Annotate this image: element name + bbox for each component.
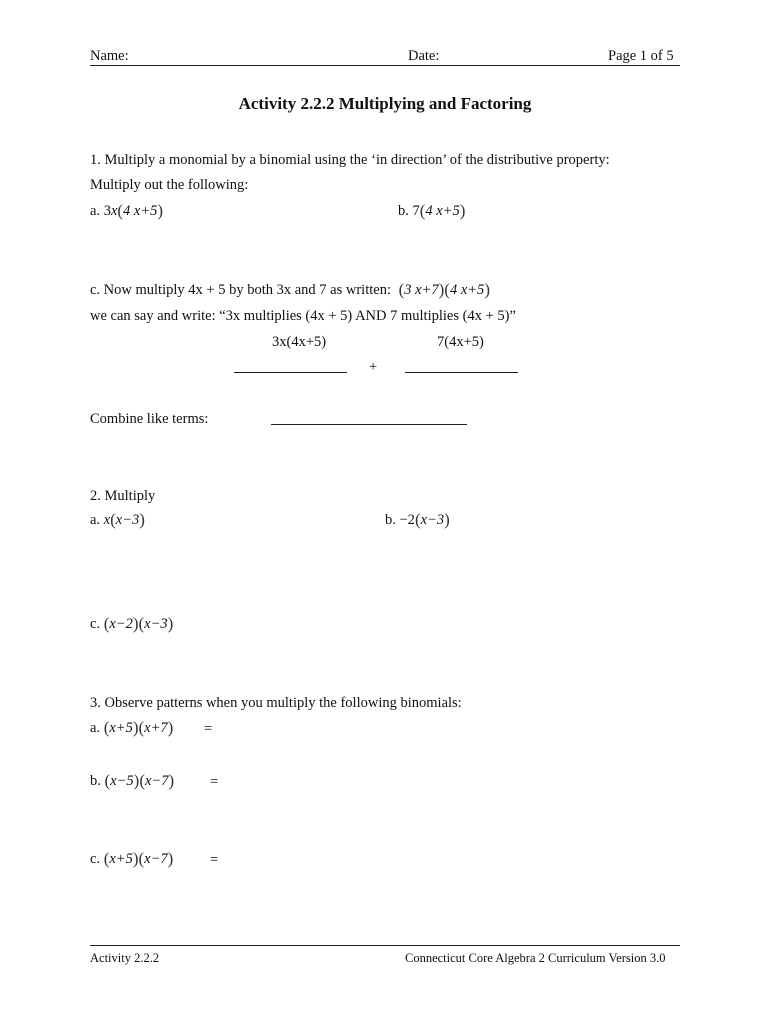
header-rule — [90, 65, 680, 66]
q1-say-text: we can say and write: “3x multiplies (4x + 5) AND 7 multiplies (4x + 5)” — [90, 308, 516, 324]
q3-b-equals: = — [210, 774, 219, 790]
q1-b-label: b. — [398, 203, 413, 219]
q1-blank-term1[interactable] — [234, 372, 347, 373]
q1-combine-label: Combine like terms: — [90, 411, 209, 427]
footer-rule — [90, 945, 680, 946]
q1-part-b: b. 7(4 x+5) — [398, 201, 466, 220]
q1-b-coef: 7 — [412, 203, 420, 219]
q1-part-c — [90, 281, 490, 299]
q1-a-var: x — [110, 203, 118, 219]
q1-b-inner: 4 x+5 — [425, 203, 460, 219]
footer-right: Connecticut Core Algebra 2 Curriculum Version 3.0 — [405, 951, 666, 965]
q1-blank-term2[interactable] — [405, 372, 518, 373]
q1-blank-combine[interactable] — [271, 424, 467, 425]
q3-part-b: b. (x−5)(x−7) — [90, 771, 175, 790]
q1-c-text: c. Now multiply 4x + 5 by both 3x and 7 as written: — [90, 282, 391, 298]
q3-a-equals: = — [204, 721, 213, 737]
q1-subprompt: Multiply out the following: — [90, 177, 249, 193]
q2-prompt: 2. Multiply — [90, 488, 156, 504]
page-title: Activity 2.2.2 Multiplying and Factoring — [238, 94, 532, 113]
q2-part-b: b. −2(x−3) — [385, 510, 450, 529]
q3-c-equals: = — [210, 852, 219, 868]
q3-prompt: 3. Observe patterns when you multiply the following binomials: — [90, 695, 462, 711]
q1-plus: + — [369, 359, 378, 375]
q3-part-a: a. (x+5)(x+7) — [90, 718, 174, 737]
q1-a-coef: 3 — [103, 203, 111, 219]
q1-part-a: a. 3x(4 x+5) — [90, 201, 164, 220]
q2-part-c: c. (x−2)(x−3) — [90, 614, 174, 633]
q2-part-a: a. x(x−3) — [90, 510, 145, 529]
q1-c-expr: (3 x+7)(4 x+5) — [398, 280, 490, 299]
footer-left: Activity 2.2.2 — [90, 951, 160, 965]
q1-a-inner: 4 x+5 — [123, 203, 158, 219]
q1-term2: 7(4x+5) — [437, 334, 484, 350]
q1-a-label: a. — [90, 203, 104, 219]
name-label: Name: — [90, 48, 129, 64]
q1-prompt: 1. Multiply a monomial by a binomial using the ‘in direction’ of the distributive property: — [90, 152, 610, 168]
page-number: Page 1 of 5 — [608, 48, 674, 64]
q1-term1: 3x(4x+5) — [272, 334, 327, 350]
date-label: Date: — [408, 48, 440, 64]
q3-part-c: c. (x+5)(x−7) — [90, 849, 174, 868]
